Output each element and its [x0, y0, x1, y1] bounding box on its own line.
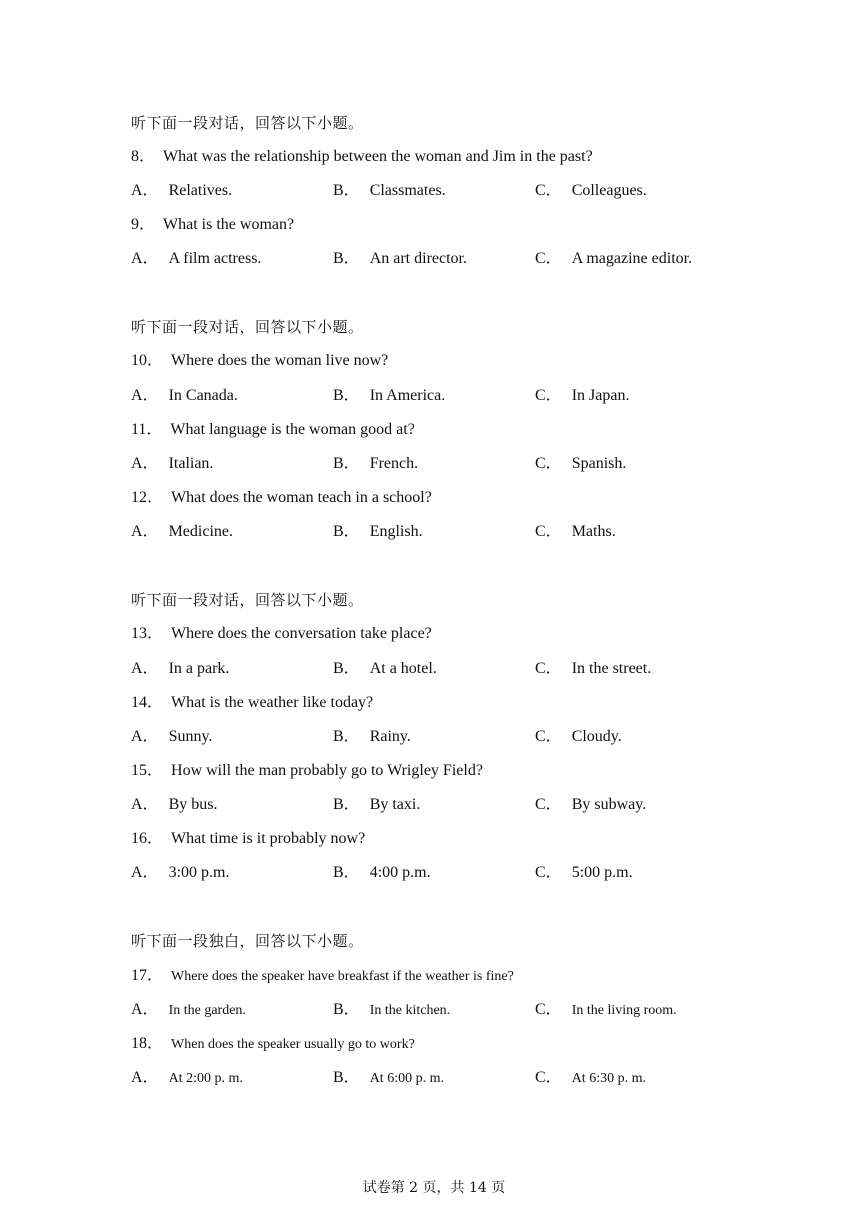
option-a — [131, 454, 213, 474]
options-row — [131, 522, 771, 542]
question-text: When does the speaker usually go to work? — [171, 1037, 415, 1052]
options-row — [131, 863, 771, 883]
question-15 — [131, 761, 483, 781]
question-18 — [131, 1034, 415, 1055]
option-b — [333, 659, 437, 679]
question-number: 17． — [131, 967, 164, 984]
question-10 — [131, 351, 388, 371]
question-number: 8． — [131, 148, 156, 165]
option-text: In America. — [369, 387, 446, 404]
option-letter: C． — [535, 250, 562, 267]
option-text: At 6:00 p. m. — [369, 1071, 444, 1086]
option-c — [535, 181, 647, 201]
options-row — [131, 249, 771, 269]
options-row — [131, 181, 771, 201]
option-text: Cloudy. — [571, 728, 622, 745]
option-text: Maths. — [571, 523, 616, 540]
option-a — [131, 795, 217, 815]
question-text: What language is the woman good at? — [170, 421, 415, 438]
option-text: In Japan. — [571, 387, 630, 404]
option-text: In the kitchen. — [369, 1003, 451, 1018]
question-9 — [131, 215, 294, 235]
question-number: 10． — [131, 352, 164, 369]
question-number: 9． — [131, 216, 156, 233]
option-text: 4:00 p.m. — [369, 864, 431, 881]
option-letter: B． — [333, 796, 360, 813]
question-16 — [131, 829, 365, 849]
option-letter: C． — [535, 1069, 562, 1086]
option-b — [333, 386, 445, 406]
option-letter: C． — [535, 523, 562, 540]
option-text: Italian. — [168, 455, 214, 472]
option-letter: B． — [333, 455, 360, 472]
option-letter: B． — [333, 523, 360, 540]
option-text: Rainy. — [369, 728, 411, 745]
option-letter: B． — [333, 660, 360, 677]
question-text: What time is it probably now? — [171, 830, 366, 847]
question-number: 12． — [131, 489, 164, 506]
section-heading: 听下面一段对话，回答以下小题。 — [131, 591, 364, 609]
option-c — [535, 659, 651, 679]
question-text: What does the woman teach in a school? — [171, 489, 432, 506]
option-letter: A． — [131, 660, 159, 677]
option-text: Spanish. — [571, 455, 627, 472]
options-row — [131, 795, 771, 815]
option-text: A magazine editor. — [571, 250, 693, 267]
option-b — [333, 1000, 450, 1021]
option-text: By taxi. — [369, 796, 421, 813]
option-letter: A． — [131, 523, 159, 540]
option-letter: A． — [131, 182, 159, 199]
option-text: A film actress. — [168, 250, 262, 267]
options-row — [131, 659, 771, 679]
option-text: Relatives. — [168, 182, 233, 199]
option-text: Medicine. — [168, 523, 233, 540]
option-c — [535, 386, 629, 406]
question-14 — [131, 693, 373, 713]
section-heading: 听下面一段独白，回答以下小题。 — [131, 932, 364, 950]
option-a — [131, 386, 238, 406]
option-letter: A． — [131, 387, 159, 404]
option-b — [333, 727, 411, 747]
option-a — [131, 1000, 246, 1021]
option-text: By subway. — [571, 796, 647, 813]
question-number: 16． — [131, 830, 164, 847]
option-text: By bus. — [168, 796, 218, 813]
options-row — [131, 727, 771, 747]
option-b — [333, 181, 446, 201]
option-a — [131, 863, 229, 883]
options-row — [131, 1068, 771, 1088]
option-text: In the street. — [571, 660, 652, 677]
option-letter: A． — [131, 864, 159, 881]
option-text: In the garden. — [168, 1003, 246, 1018]
option-letter: C． — [535, 864, 562, 881]
question-8 — [131, 147, 593, 167]
option-letter: B． — [333, 387, 360, 404]
option-text: In a park. — [168, 660, 230, 677]
option-text: At 2:00 p. m. — [168, 1071, 243, 1086]
options-row — [131, 454, 771, 474]
question-text: Where does the conversation take place? — [171, 625, 432, 642]
page-footer: 试卷第 2 页，共 14 页 — [362, 1180, 506, 1196]
option-letter: A． — [131, 796, 159, 813]
question-number: 18． — [131, 1035, 164, 1052]
option-c — [535, 522, 616, 542]
question-number: 11． — [131, 421, 163, 438]
option-c — [535, 1068, 646, 1089]
option-letter: C． — [535, 182, 562, 199]
option-letter: A． — [131, 1001, 159, 1018]
option-letter: C． — [535, 796, 562, 813]
question-text: Where does the speaker have breakfast if the weather is fine? — [171, 969, 514, 984]
question-number: 13． — [131, 625, 164, 642]
option-letter: A． — [131, 455, 159, 472]
option-letter: A． — [131, 250, 159, 267]
option-letter: C． — [535, 1001, 562, 1018]
option-c — [535, 863, 633, 883]
option-b — [333, 454, 418, 474]
option-c — [535, 795, 646, 815]
option-c — [535, 249, 692, 269]
section-heading: 听下面一段对话，回答以下小题。 — [131, 114, 364, 132]
option-letter: B． — [333, 1001, 360, 1018]
question-13 — [131, 624, 432, 644]
option-c — [535, 1000, 677, 1021]
option-letter: C． — [535, 660, 562, 677]
option-a — [131, 727, 212, 747]
question-text: What is the woman? — [163, 216, 295, 233]
option-letter: B． — [333, 182, 360, 199]
option-b — [333, 1068, 444, 1089]
question-text: What is the weather like today? — [171, 694, 374, 711]
option-a — [131, 1068, 243, 1089]
option-a — [131, 659, 229, 679]
option-text: An art director. — [369, 250, 467, 267]
option-b — [333, 522, 423, 542]
option-text: In the living room. — [571, 1003, 677, 1018]
option-a — [131, 181, 232, 201]
option-a — [131, 522, 233, 542]
option-letter: B． — [333, 728, 360, 745]
option-text: Colleagues. — [571, 182, 647, 199]
option-text: 5:00 p.m. — [571, 864, 633, 881]
options-row — [131, 386, 771, 406]
option-letter: A． — [131, 1069, 159, 1086]
option-b — [333, 863, 431, 883]
option-text: 3:00 p.m. — [168, 864, 230, 881]
option-letter: B． — [333, 864, 360, 881]
question-text: Where does the woman live now? — [171, 352, 389, 369]
option-letter: C． — [535, 455, 562, 472]
option-b — [333, 249, 467, 269]
option-letter: B． — [333, 250, 360, 267]
option-text: Sunny. — [168, 728, 213, 745]
question-text: How will the man probably go to Wrigley Field? — [171, 762, 483, 779]
option-text: In Canada. — [168, 387, 238, 404]
option-text: English. — [369, 523, 423, 540]
section-heading: 听下面一段对话，回答以下小题。 — [131, 318, 364, 336]
option-b — [333, 795, 420, 815]
option-letter: B． — [333, 1069, 360, 1086]
question-text: What was the relationship between the woman and Jim in the past? — [163, 148, 593, 165]
options-row — [131, 1000, 771, 1020]
option-c — [535, 727, 622, 747]
question-12 — [131, 488, 432, 508]
option-text: Classmates. — [369, 182, 446, 199]
question-number: 15． — [131, 762, 164, 779]
option-a — [131, 249, 261, 269]
option-text: French. — [369, 455, 419, 472]
option-letter: A． — [131, 728, 159, 745]
option-text: At 6:30 p. m. — [571, 1071, 646, 1086]
option-letter: C． — [535, 728, 562, 745]
option-c — [535, 454, 626, 474]
question-11 — [131, 420, 415, 440]
question-17 — [131, 966, 514, 987]
option-text: At a hotel. — [369, 660, 437, 677]
option-letter: C． — [535, 387, 562, 404]
question-number: 14． — [131, 694, 164, 711]
